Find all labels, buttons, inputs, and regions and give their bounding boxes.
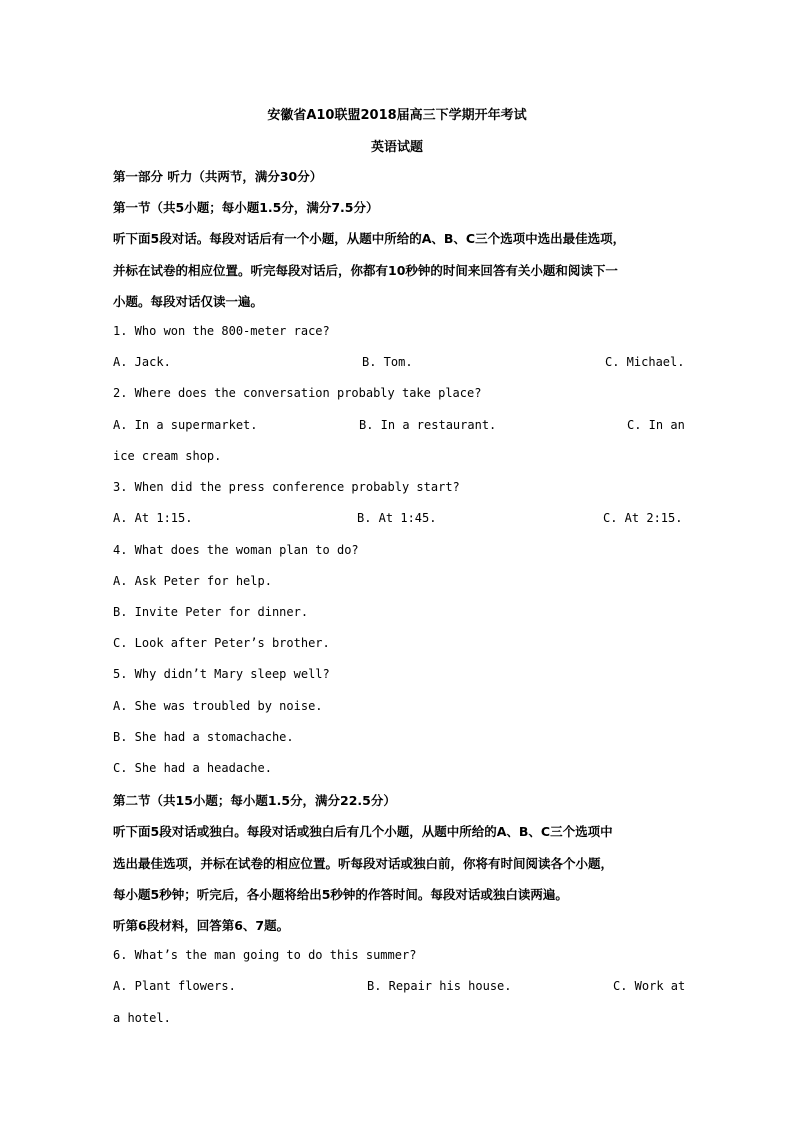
question-2-option-b: B. In a restaurant. — [359, 418, 497, 432]
question-3-stem: 3. When did the press conference probably start? — [113, 480, 460, 494]
question-1-option-a: A. Jack. — [113, 355, 171, 369]
question-1-option-c: C. Michael. — [605, 355, 685, 369]
question-5-option-a: A. She was troubled by noise. — [113, 699, 323, 713]
question-4-option-c: C. Look after Peter’s brother. — [113, 636, 330, 650]
question-3-option-a: A. At 1:15. — [113, 511, 193, 525]
part1-heading: 第一部分 听力（共两节，满分30分） — [113, 169, 323, 184]
question-3-option-c: C. At 2:15. — [603, 511, 683, 525]
exam-title: 安徽省A10联盟2018届高三下学期开年考试 — [267, 108, 527, 123]
question-2-option-a: A. In a supermarket. — [113, 418, 258, 432]
section2-instruction-line: 每小题5秒钟；听完后，各小题将给出5秒钟的作答时间。每段对话或独白读两遍。 — [113, 887, 568, 902]
question-6-option-b: B. Repair his house. — [367, 979, 512, 993]
section1-instruction-line: 听下面5段对话。每段对话后有一个小题，从题中所给的A、B、C三个选项中选出最佳选项， — [113, 231, 626, 246]
question-2-option-c-continued: ice cream shop. — [113, 449, 222, 463]
question-6-option-a: A. Plant flowers. — [113, 979, 236, 993]
section2-heading: 第二节（共15小题；每小题1.5分，满分22.5分） — [113, 793, 396, 808]
question-6-option-c: C. Work at — [613, 979, 686, 993]
question-4-option-b: B. Invite Peter for dinner. — [113, 605, 309, 619]
question-2-stem: 2. Where does the conversation probably take place? — [113, 386, 482, 400]
question-4-option-a: A. Ask Peter for help. — [113, 574, 272, 588]
question-6-stem: 6. What’s the man going to do this summer? — [113, 948, 417, 962]
question-2-option-c: C. In an — [627, 418, 685, 432]
question-5-stem: 5. Why didn’t Mary sleep well? — [113, 667, 330, 681]
material-6-heading: 听第6段材料，回答第6、7题。 — [113, 918, 290, 933]
question-6-option-c-continued: a hotel. — [113, 1011, 171, 1025]
question-1-stem: 1. Who won the 800-meter race? — [113, 324, 330, 338]
question-5-option-c: C. She had a headache. — [113, 761, 272, 775]
question-5-option-b: B. She had a stomachache. — [113, 730, 294, 744]
section1-instruction-line: 并标在试卷的相应位置。听完每段对话后，你都有10秒钟的时间来回答有关小题和阅读下一 — [113, 263, 618, 278]
section1-heading: 第一节（共5小题；每小题1.5分，满分7.5分） — [113, 200, 379, 215]
question-3-option-b: B. At 1:45. — [357, 511, 437, 525]
section1-instruction-line: 小题。每段对话仅读一遍。 — [113, 294, 264, 309]
exam-subtitle: 英语试题 — [370, 140, 423, 155]
question-4-stem: 4. What does the woman plan to do? — [113, 543, 359, 557]
section2-instruction-line: 选出最佳选项，并标在试卷的相应位置。听每段对话或独白前，你将有时间阅读各个小题， — [113, 856, 614, 871]
question-1-option-b: B. Tom. — [362, 355, 413, 369]
section2-instruction-line: 听下面5段对话或独白。每段对话或独白后有几个小题，从题中所给的A、B、C三个选项中 — [113, 824, 613, 839]
